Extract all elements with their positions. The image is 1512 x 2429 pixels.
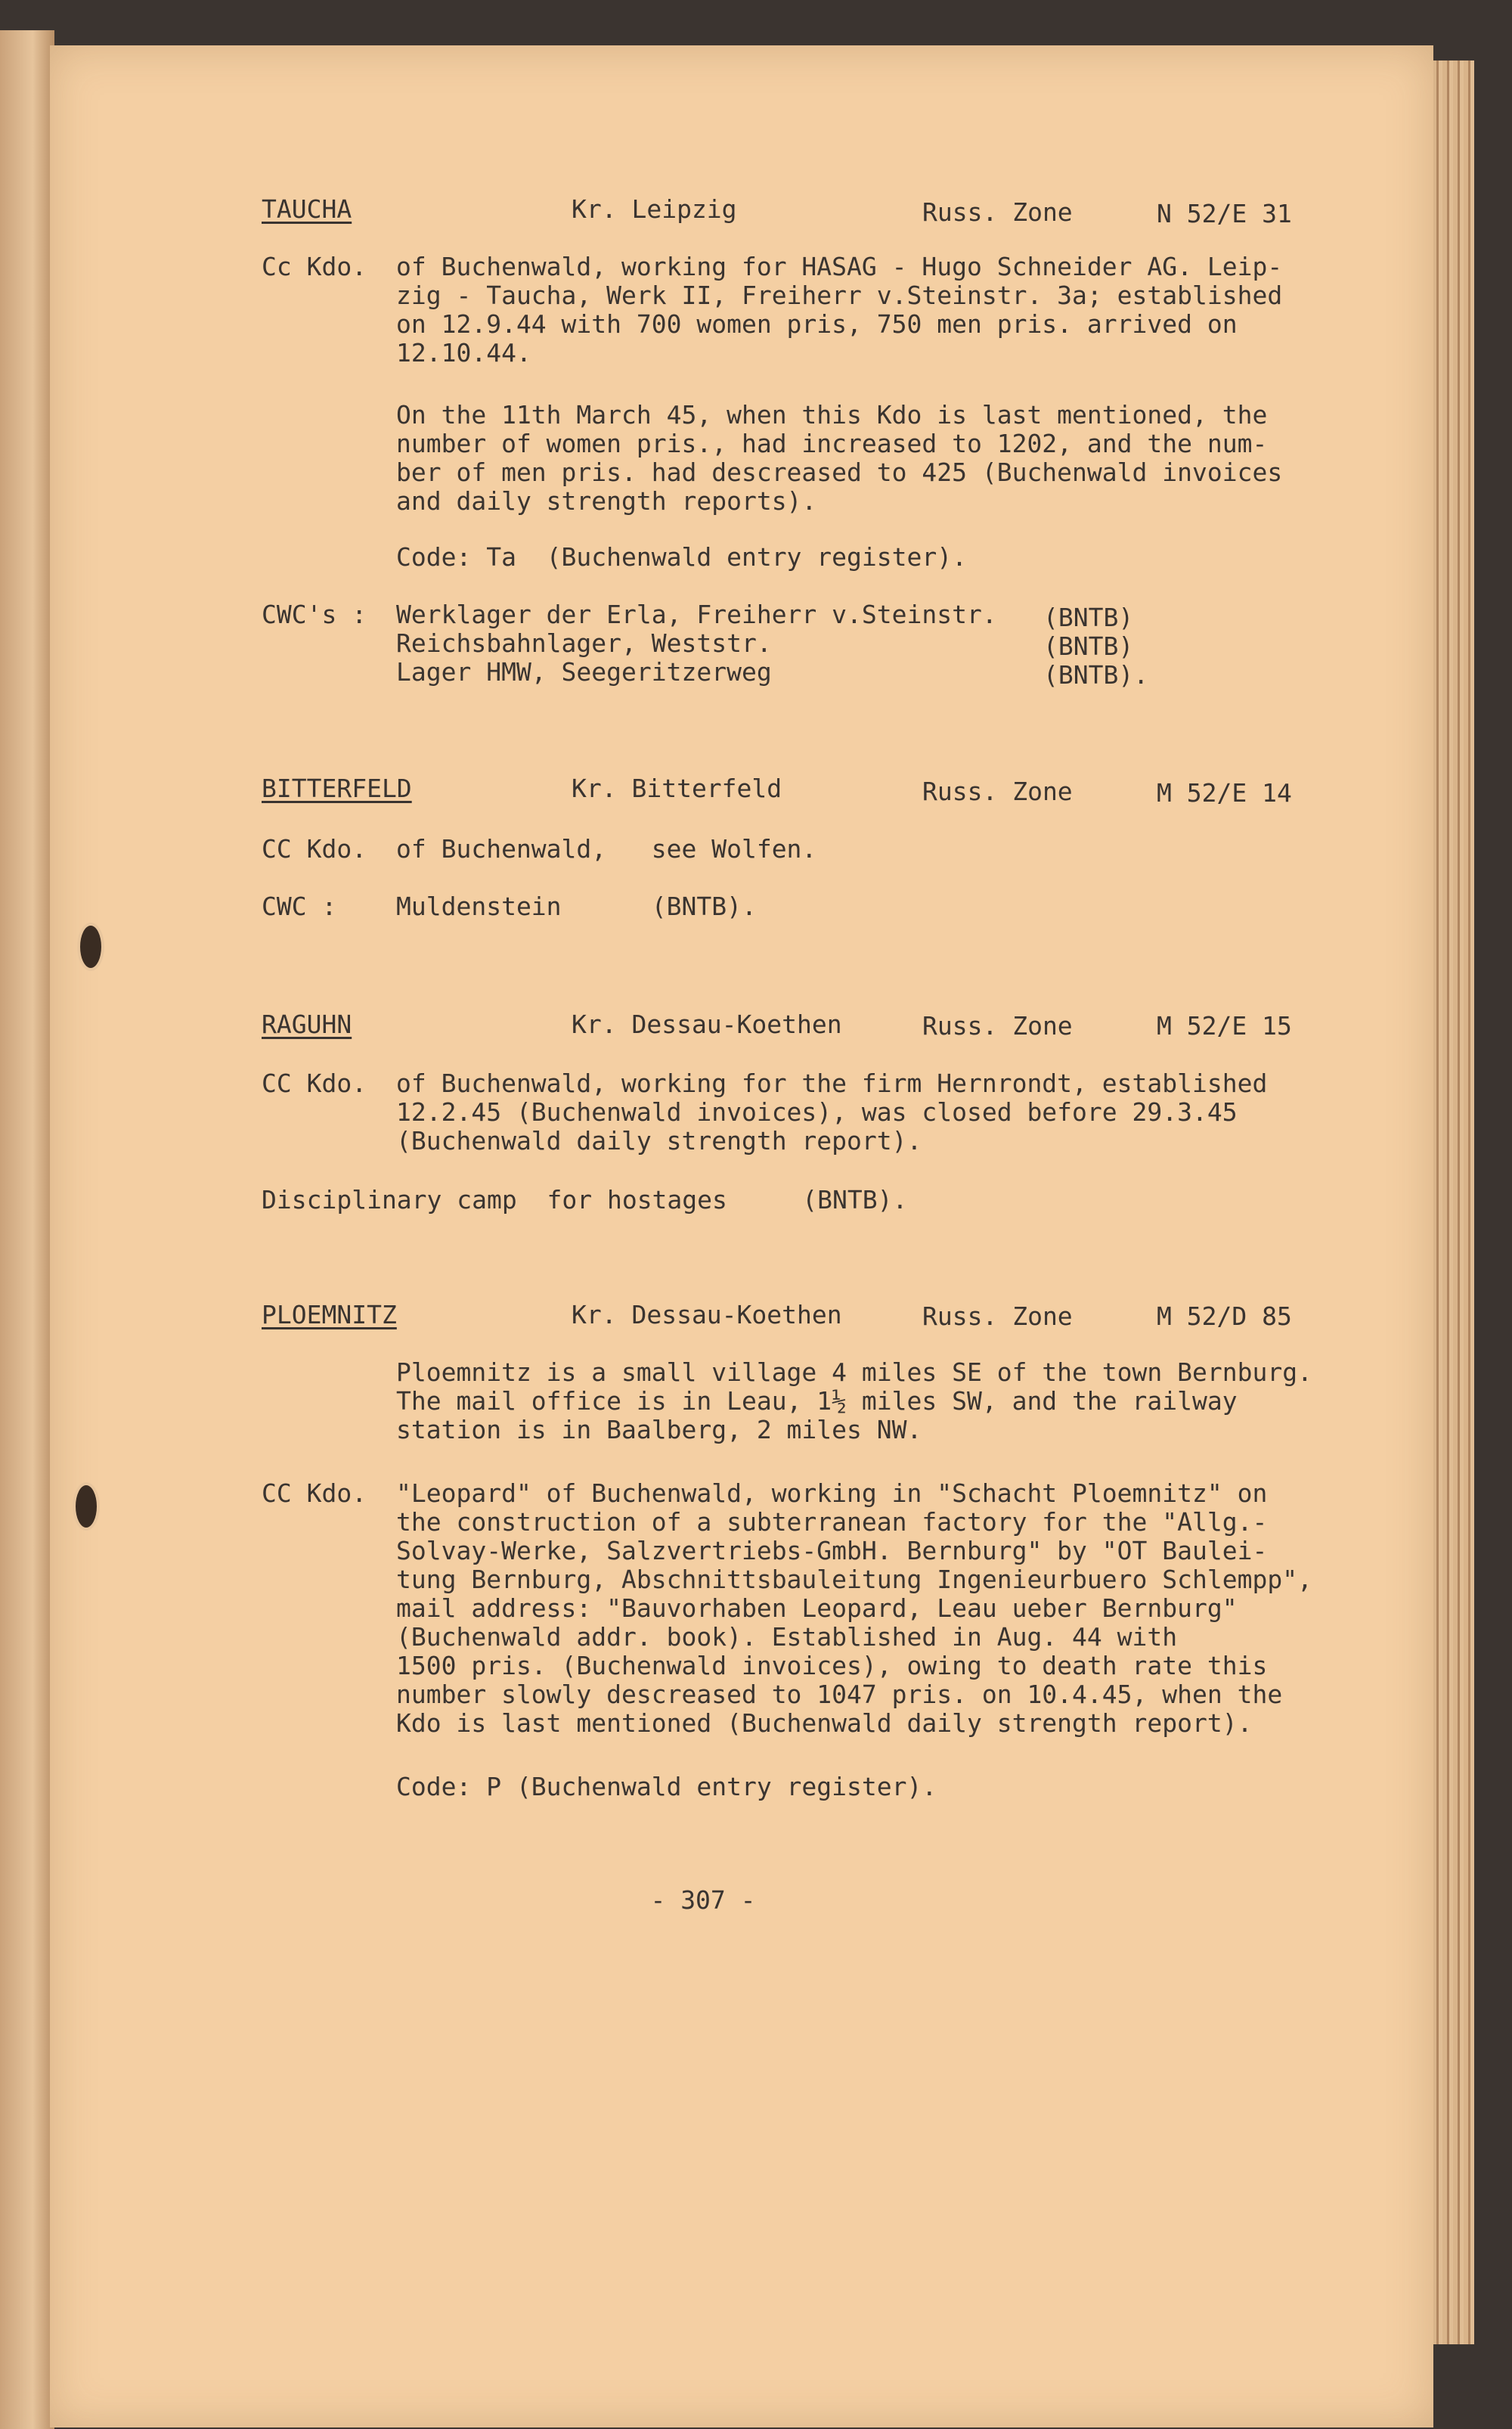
- raguhn-zone: Russ. Zone: [922, 1011, 1073, 1041]
- bitterfeld-zone: Russ. Zone: [922, 777, 1073, 806]
- raguhn-extra: Disciplinary camp for hostages (BNTB).: [262, 1185, 908, 1214]
- ploemnitz-cc-text: "Leopard" of Buchenwald, working in "Schacht Ploemnitz" on the construction of a subterranean factory for the "Allg.- Solvay-Werke, Salzvertriebs-GmbH. Bernburg" by "OT Baulei- tung Bernburg, Abschnittsbauleitung Ingenieurbuero Schlempp", mail address: "Bauvorhaben Leopard, Leau ueber Bernburg" (Buchenwald addr. book). Established in Aug. 44 with 1500 pris. (Buchenwald invoices), owing to death rate this number slowly descreased to 1047 pris. on 10.4.45, when the Kdo is last mentioned (Buchenwald daily strength report).: [396, 1478, 1312, 1738]
- taucha-cwc-ref: (BNTB): [1043, 631, 1134, 661]
- taucha-cwc-item: Lager HMW, Seegeritzerweg: [396, 657, 772, 687]
- raguhn-grid: M 52/E 15: [1157, 1011, 1292, 1041]
- left-page-edge: [0, 30, 54, 2429]
- punch-hole-top: [77, 923, 104, 971]
- taucha-place: TAUCHA: [262, 194, 352, 224]
- bitterfeld-cc-label: CC Kdo.: [262, 834, 367, 864]
- bitterfeld-cwc-text: Muldenstein (BNTB).: [396, 892, 757, 921]
- taucha-cc-text: of Buchenwald, working for HASAG - Hugo Schneider AG. Leip- zig - Taucha, Werk II, Freiherr v.Steinstr. 3a; established on 12.9.44 with 700 women pris, 750 men pris. arrived on 12.10.44.: [396, 252, 1283, 368]
- taucha-cwc-ref: (BNTB): [1043, 603, 1134, 632]
- taucha-cc-label: Cc Kdo.: [262, 252, 367, 281]
- raguhn-cc-text: of Buchenwald, working for the firm Hernrondt, established 12.2.45 (Buchenwald invoices), was closed before 29.3.45 (Buchenwald daily strength report).: [396, 1069, 1268, 1156]
- taucha-grid: N 52/E 31: [1157, 199, 1292, 228]
- raguhn-district: Kr. Dessau-Koethen: [572, 1010, 842, 1039]
- raguhn-place: RAGUHN: [262, 1010, 352, 1039]
- taucha-cwc-item: Reichsbahnlager, Weststr.: [396, 628, 772, 658]
- ploemnitz-zone: Russ. Zone: [922, 1301, 1073, 1331]
- bitterfeld-district: Kr. Bitterfeld: [572, 774, 782, 803]
- bitterfeld-cwc-label: CWC :: [262, 892, 337, 921]
- ploemnitz-district: Kr. Dessau-Koethen: [572, 1300, 842, 1329]
- bitterfeld-grid: M 52/E 14: [1157, 778, 1292, 808]
- ploemnitz-code: Code: P (Buchenwald entry register).: [396, 1772, 937, 1801]
- taucha-cwc-item: Werklager der Erla, Freiherr v.Steinstr.: [396, 600, 997, 629]
- punch-hole-bottom: [73, 1482, 100, 1531]
- ploemnitz-grid: M 52/D 85: [1157, 1301, 1292, 1331]
- page-number: - 307 -: [650, 1885, 756, 1915]
- taucha-district: Kr. Leipzig: [572, 194, 737, 224]
- taucha-code: Code: Ta (Buchenwald entry register).: [396, 542, 967, 572]
- ploemnitz-place: PLOEMNITZ: [262, 1300, 397, 1329]
- bitterfeld-place: BITTERFELD: [262, 774, 412, 803]
- taucha-note: On the 11th March 45, when this Kdo is last mentioned, the number of women pris., had increased to 1202, and the num- ber of men pris. had descreased to 425 (Buchenwald invoices and daily strength reports).: [396, 400, 1283, 516]
- taucha-zone: Russ. Zone: [922, 197, 1073, 227]
- bitterfeld-cc-text: of Buchenwald, see Wolfen.: [396, 834, 817, 864]
- raguhn-cc-label: CC Kdo.: [262, 1069, 367, 1098]
- taucha-cwc-label: CWC's :: [262, 600, 367, 629]
- ploemnitz-cc-label: CC Kdo.: [262, 1478, 367, 1508]
- taucha-cwc-ref: (BNTB).: [1043, 660, 1149, 690]
- ploemnitz-intro: Ploemnitz is a small village 4 miles SE of the town Bernburg. The mail office is in Leau, 1½ miles SW, and the railway station is in Baalberg, 2 miles NW.: [396, 1357, 1312, 1444]
